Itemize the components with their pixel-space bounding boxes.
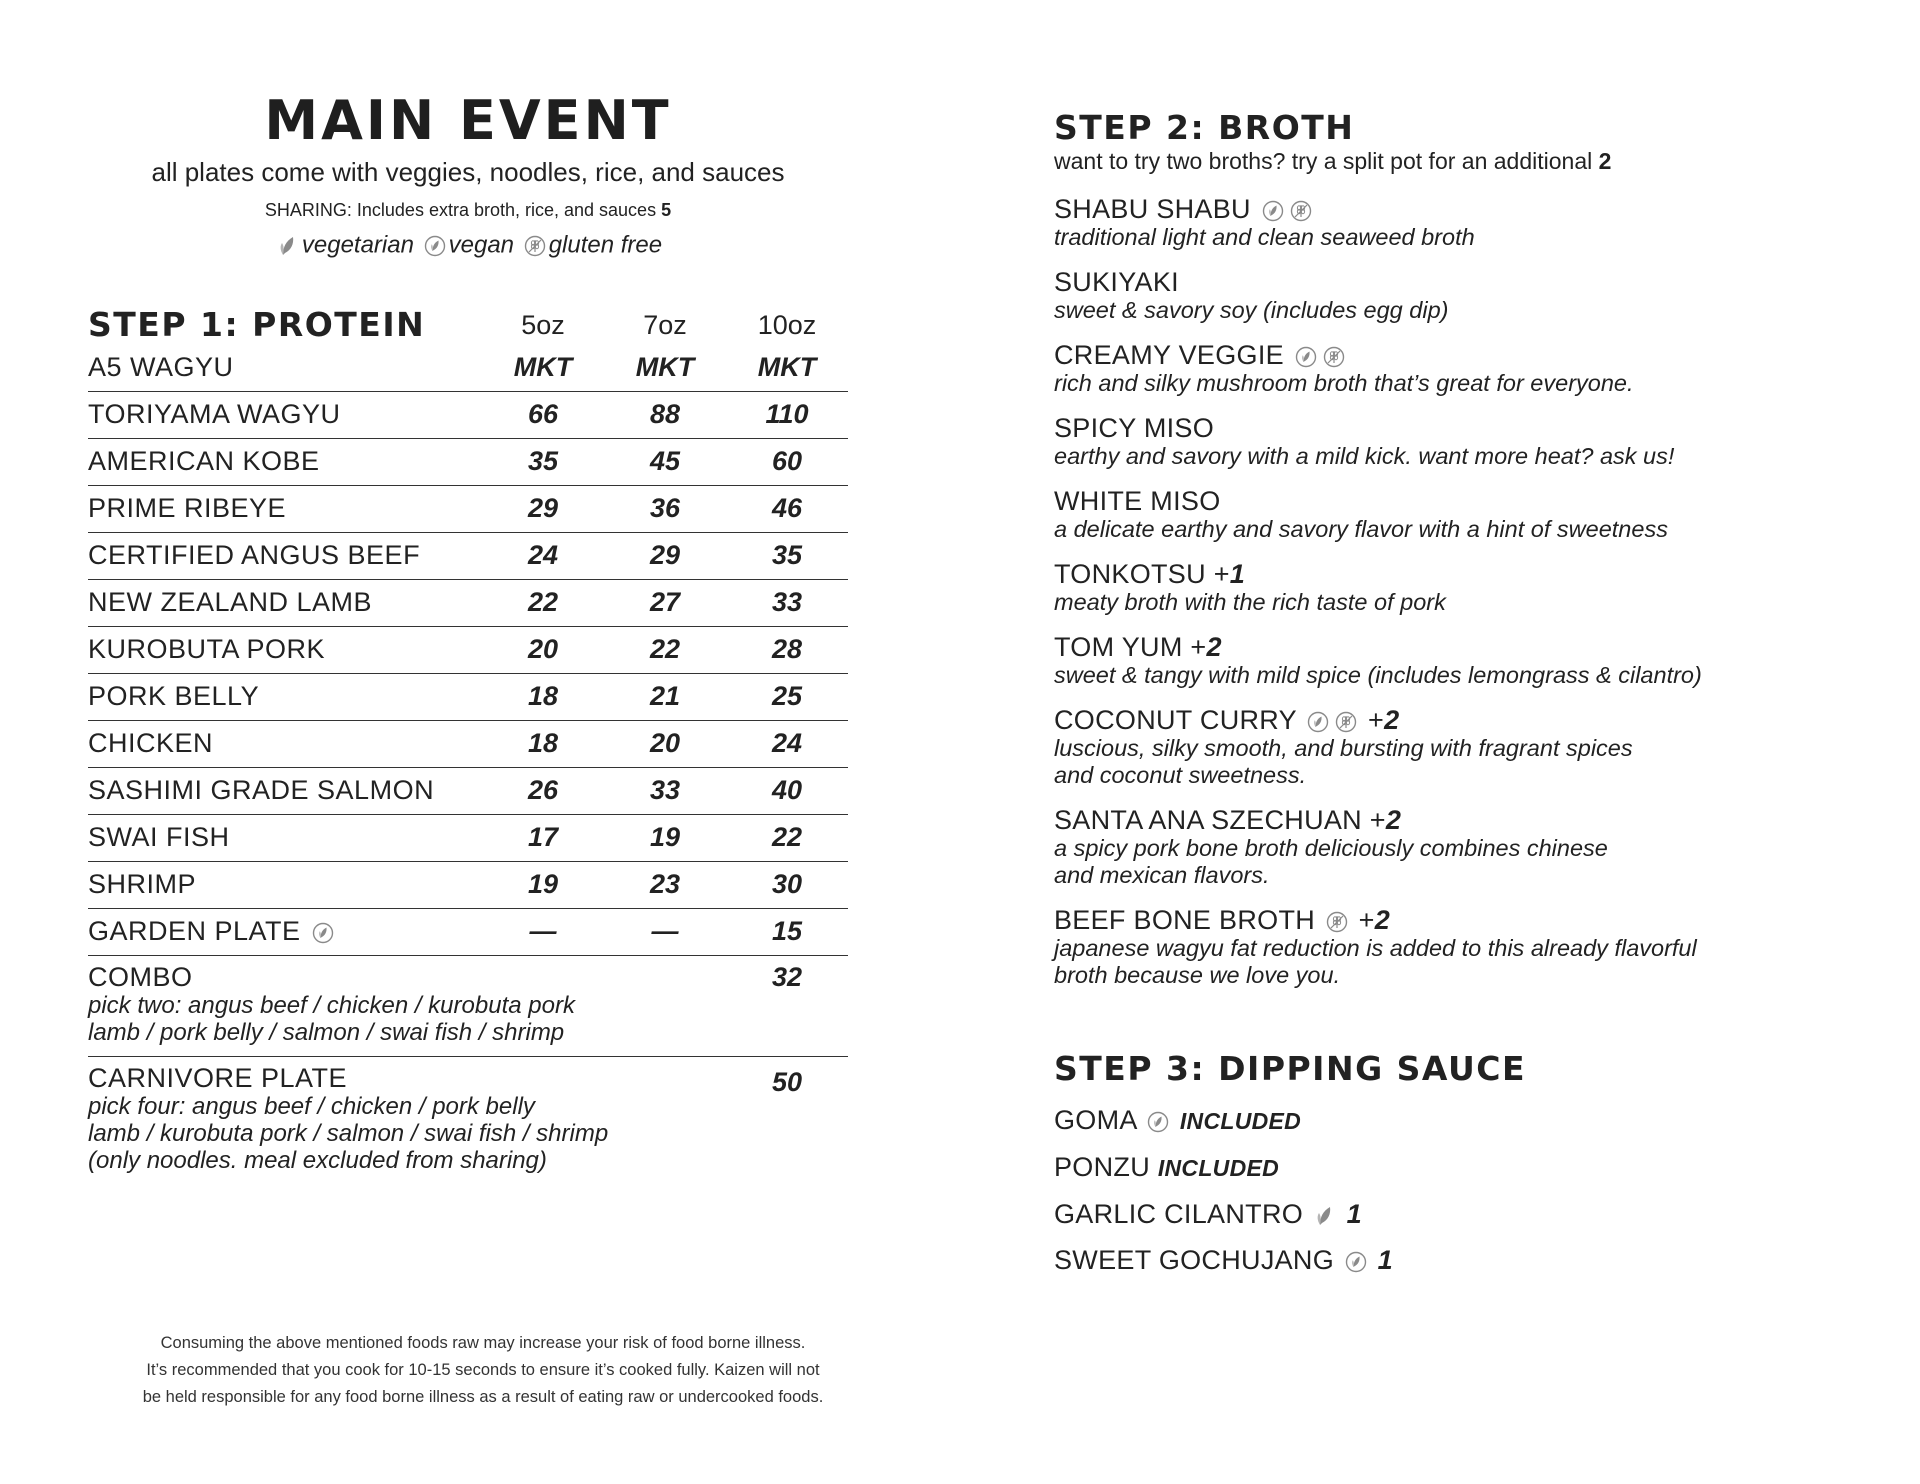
- broth-name: BEEF BONE BROTH: [1054, 905, 1316, 935]
- protein-name: [88, 399, 482, 430]
- sauce-price: INCLUDED: [1179, 1108, 1302, 1134]
- sauce-item: [1054, 1152, 1874, 1183]
- sauce-name: GOMA: [1054, 1105, 1137, 1135]
- protein-row: [88, 392, 848, 439]
- size-5oz: 5oz: [521, 309, 565, 340]
- broth-desc: a delicate earthy and savory flavor with a hint of sweetness: [1054, 516, 1668, 542]
- broth-desc: broth because we love you.: [1054, 962, 1341, 988]
- protein-price: 29: [527, 493, 559, 524]
- protein-name-text: SWAI FISH: [88, 822, 230, 853]
- sauce-item: [1054, 1199, 1874, 1229]
- legend-gluten-free: gluten free: [548, 231, 663, 259]
- broth-desc: meaty broth with the rich taste of pork: [1054, 589, 1446, 615]
- broth-desc: a spicy pork bone broth deliciously combines chinese: [1054, 835, 1608, 861]
- protein-row: [88, 627, 848, 674]
- leaf-icon: [277, 235, 299, 257]
- sauce-price: 1: [1346, 1199, 1362, 1229]
- protein-row: [88, 768, 848, 815]
- protein-name: [88, 540, 482, 571]
- sauce-item: [1054, 1245, 1874, 1275]
- protein-name-text: KUROBUTA PORK: [88, 634, 326, 665]
- broth-name: WHITE MISO: [1054, 486, 1221, 516]
- broth-surcharge: 2: [1374, 905, 1391, 935]
- sauce-price: 1: [1377, 1245, 1393, 1275]
- broth-item: [1054, 632, 1874, 689]
- broth-surcharge: 1: [1229, 559, 1246, 589]
- protein-price: 15: [771, 916, 803, 947]
- protein-price: 33: [771, 587, 803, 618]
- broth-desc: luscious, silky smooth, and bursting with fragrant spices: [1054, 735, 1633, 761]
- protein-price: 30: [771, 869, 803, 900]
- protein-price: 24: [771, 728, 803, 759]
- protein-price: 21: [649, 681, 681, 712]
- protein-price: 26: [527, 775, 559, 806]
- vegan-icon: [424, 235, 446, 257]
- combo-price: 32: [771, 961, 803, 992]
- combo-line: lamb / pork belly / salmon / swai fish / shrimp: [88, 1018, 565, 1046]
- protein-name: [88, 681, 482, 712]
- protein-price: 20: [527, 634, 559, 665]
- broth-name: SHABU SHABU: [1054, 194, 1251, 224]
- broth-step-title: STEP 2: BROTH: [1054, 108, 1355, 147]
- carnivore-price: 50: [771, 1066, 803, 1097]
- protein-price: 88: [649, 399, 681, 430]
- broth-surcharge: 2: [1206, 632, 1222, 662]
- gluten-free-icon: [1290, 200, 1312, 222]
- protein-price: 46: [771, 493, 803, 524]
- protein-name: [88, 728, 482, 759]
- protein-table: [88, 301, 848, 1184]
- protein-price: 24: [527, 540, 559, 571]
- carnivore-desc: [88, 1063, 726, 1174]
- protein-price: 22: [771, 822, 803, 853]
- carnivore-line: lamb / kurobuta pork / salmon / swai fish / shrimp: [88, 1119, 609, 1147]
- broth-item: [1054, 267, 1874, 324]
- broth-sauce-section: [1054, 108, 1874, 1291]
- broth-item: [1054, 805, 1874, 889]
- protein-price: 22: [527, 587, 559, 618]
- protein-name: [88, 587, 482, 618]
- broth-item: [1054, 413, 1874, 470]
- sharing-note: [88, 198, 848, 222]
- vegan-icon: [1345, 1251, 1367, 1273]
- protein-price: 23: [649, 869, 681, 900]
- combo-name: COMBO: [88, 961, 193, 992]
- protein-row: [88, 533, 848, 580]
- broth-name: TOM YUM +: [1054, 632, 1207, 662]
- protein-name-text: TORIYAMA WAGYU: [88, 399, 341, 430]
- sauce-name: GARLIC CILANTRO: [1054, 1199, 1304, 1229]
- gluten-free-icon: [524, 235, 546, 257]
- protein-price: 20: [649, 728, 681, 759]
- broth-name: COCONUT CURRY: [1054, 705, 1297, 735]
- broth-name: TONKOTSU +: [1054, 559, 1230, 589]
- protein-price: 22: [649, 634, 681, 665]
- broth-item: COCONUT CURRY +2 luscious, silky smooth, and bursting with fragrant spices and coconut sweetness.: [1054, 705, 1874, 789]
- carnivore-name: CARNIVORE PLATE: [88, 1062, 348, 1093]
- protein-price: 29: [649, 540, 681, 571]
- combo-line: pick two: angus beef / chicken / kurobuta pork: [88, 991, 575, 1019]
- broth-surcharge: 2: [1384, 705, 1400, 735]
- protein-price: 36: [649, 493, 681, 524]
- protein-price: 40: [771, 775, 803, 806]
- protein-price: MKT: [513, 352, 573, 383]
- protein-row: [88, 580, 848, 627]
- protein-price: 17: [527, 822, 559, 853]
- protein-name-text: PORK BELLY: [88, 681, 260, 712]
- broth-item: [1054, 486, 1874, 543]
- protein-name-text: PRIME RIBEYE: [88, 493, 287, 524]
- sauce-name: PONZU: [1054, 1152, 1150, 1182]
- protein-price: 25: [771, 681, 803, 712]
- protein-price: 19: [527, 869, 559, 900]
- protein-name: [88, 775, 482, 806]
- protein-row: [88, 721, 848, 768]
- broth-item: [1054, 559, 1874, 616]
- broth-item: BEEF BONE BROTH +2 japanese wagyu fat reduction is added to this already flavorful broth because we love you.: [1054, 905, 1874, 989]
- page-subtitle: all plates come with veggies, noodles, rice, and sauces: [151, 157, 785, 187]
- protein-name-text: AMERICAN KOBE: [88, 446, 320, 477]
- leaf-icon: [1314, 1205, 1336, 1227]
- size-7oz: 7oz: [643, 309, 687, 340]
- broth-desc: and coconut sweetness.: [1054, 762, 1307, 788]
- protein-price: —: [651, 916, 679, 947]
- broth-desc: traditional light and clean seaweed broth: [1054, 224, 1475, 250]
- broth-item: [1054, 340, 1874, 397]
- protein-name-text: CERTIFIED ANGUS BEEF: [88, 540, 421, 571]
- protein-price: 18: [527, 681, 559, 712]
- diet-legend: [88, 230, 848, 261]
- protein-name: [88, 493, 482, 524]
- broth-surcharge: 2: [1385, 805, 1402, 835]
- broth-desc: rich and silky mushroom broth that’s great for everyone.: [1054, 370, 1634, 396]
- broth-desc: sweet & savory soy (includes egg dip): [1054, 297, 1449, 323]
- sharing-price: 5: [661, 200, 672, 220]
- protein-price: MKT: [757, 352, 817, 383]
- protein-price: —: [529, 916, 557, 947]
- protein-price: 19: [649, 822, 681, 853]
- carnivore-line: (only noodles. meal excluded from sharing): [88, 1146, 547, 1174]
- protein-row: [88, 486, 848, 533]
- food-safety-disclaimer: [88, 1330, 878, 1411]
- protein-price: 66: [527, 399, 559, 430]
- protein-name: [88, 869, 482, 900]
- protein-price: 28: [771, 634, 803, 665]
- protein-name: [88, 916, 482, 947]
- protein-name-text: SHRIMP: [88, 869, 197, 900]
- protein-name-text: NEW ZEALAND LAMB: [88, 587, 373, 618]
- protein-price: 35: [771, 540, 803, 571]
- protein-row: [88, 909, 848, 956]
- gluten-free-icon: [1323, 346, 1345, 368]
- sauce-price: INCLUDED: [1157, 1155, 1280, 1181]
- gluten-free-icon: [1326, 911, 1348, 933]
- broth-name: SANTA ANA SZECHUAN +: [1054, 805, 1386, 835]
- disclaimer-line: Consuming the above mentioned foods raw may increase your risk of food borne illness.: [160, 1334, 806, 1352]
- protein-price: 27: [649, 587, 681, 618]
- split-pot-text: want to try two broths? try a split pot for an additional: [1054, 148, 1593, 174]
- broth-name: SPICY MISO: [1054, 413, 1215, 443]
- protein-row: [88, 674, 848, 721]
- legend-vegetarian: vegetarian: [301, 231, 414, 259]
- sauce-name: SWEET GOCHUJANG: [1054, 1245, 1335, 1275]
- protein-row: [88, 439, 848, 486]
- protein-header: [88, 301, 848, 345]
- legend-vegan: vegan: [448, 231, 515, 259]
- protein-name-text: GARDEN PLATE: [88, 916, 301, 947]
- protein-price: 35: [527, 446, 559, 477]
- protein-price: 33: [649, 775, 681, 806]
- page-title: MAIN EVENT: [264, 89, 672, 152]
- combo-row: [88, 956, 848, 1057]
- sauce-item: [1054, 1105, 1874, 1136]
- main-event-section: [88, 90, 848, 1184]
- sauce-list: [1054, 1105, 1874, 1275]
- split-pot-price: 2: [1598, 148, 1612, 174]
- protein-step-title: STEP 1: PROTEIN: [88, 304, 426, 344]
- vegan-icon: [1147, 1111, 1169, 1133]
- vegan-icon: [1307, 711, 1329, 733]
- broth-name: CREAMY VEGGIE: [1054, 340, 1284, 370]
- size-10oz: 10oz: [757, 309, 817, 340]
- broth-list: [1054, 194, 1874, 989]
- protein-name-text: SASHIMI GRADE SALMON: [88, 775, 435, 806]
- vegan-icon: [312, 922, 334, 944]
- carnivore-row: [88, 1057, 848, 1184]
- protein-name: [88, 352, 482, 383]
- protein-row: [88, 815, 848, 862]
- broth-desc: japanese wagyu fat reduction is added to this already flavorful: [1054, 935, 1697, 961]
- protein-name-text: CHICKEN: [88, 728, 214, 759]
- protein-name-text: A5 WAGYU: [88, 352, 234, 383]
- split-pot-note: [1054, 148, 1874, 174]
- protein-price: 18: [527, 728, 559, 759]
- protein-name: [88, 822, 482, 853]
- broth-desc: sweet & tangy with mild spice (includes lemongrass & cilantro): [1054, 662, 1702, 688]
- protein-row: [88, 345, 848, 392]
- protein-rows: [88, 345, 848, 956]
- sharing-text: SHARING: Includes extra broth, rice, and sauces: [264, 200, 657, 220]
- vegan-icon: [1295, 346, 1317, 368]
- protein-row: [88, 862, 848, 909]
- disclaimer-line: be held responsible for any food borne illness as a result of eating raw or undercooked foods.: [142, 1388, 824, 1406]
- combo-desc: [88, 962, 726, 1046]
- protein-price: 45: [649, 446, 681, 477]
- vegan-icon: [1262, 200, 1284, 222]
- broth-item: [1054, 194, 1874, 251]
- broth-desc: earthy and savory with a mild kick. want more heat? ask us!: [1054, 443, 1675, 469]
- protein-name: [88, 446, 482, 477]
- sauce-step-title: STEP 3: DIPPING SAUCE: [1054, 1049, 1527, 1088]
- protein-price: 60: [771, 446, 803, 477]
- broth-name: SUKIYAKI: [1054, 267, 1179, 297]
- protein-price: 110: [765, 399, 809, 430]
- carnivore-line: pick four: angus beef / chicken / pork belly: [88, 1092, 535, 1120]
- disclaimer-line: It’s recommended that you cook for 10-15 seconds to ensure it’s cooked fully. Kaizen will not: [146, 1361, 820, 1379]
- protein-name: [88, 634, 482, 665]
- gluten-free-icon: [1335, 711, 1357, 733]
- protein-price: MKT: [635, 352, 695, 383]
- broth-desc: and mexican flavors.: [1054, 862, 1270, 888]
